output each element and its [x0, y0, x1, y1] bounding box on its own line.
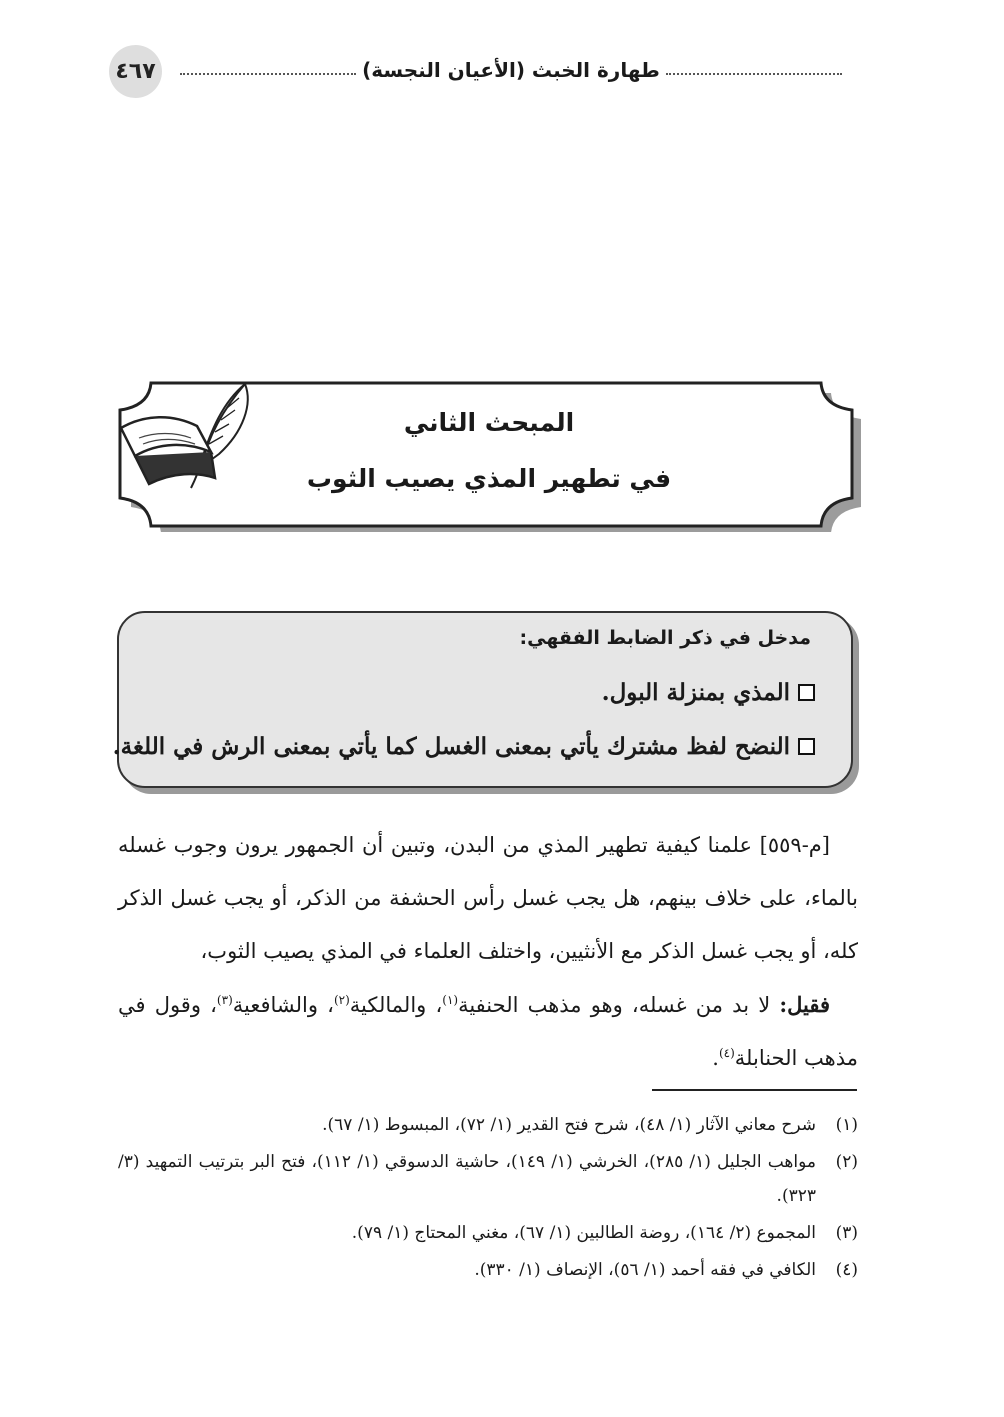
footnote-text: المجموع (٢/ ١٦٤)، روضة الطالبين (١/ ٦٧)، مغني المحتاج (١/ ٧٩).: [351, 1223, 816, 1243]
footnote-ref[interactable]: (١): [442, 993, 459, 1007]
paragraph-text: لا بد من غسله، وهو مذهب الحنفية: [458, 993, 780, 1017]
footnote-separator: [652, 1089, 857, 1091]
footnote: [118, 1145, 858, 1213]
footnote-text: مواهب الجليل (١/ ٢٨٥)، الخرشي (١/ ١٤٩)، حاشية الدسوقي (١/ ١١٢)، فتح البر بترتيب التمهيد (٣/ ٣٢٣).: [118, 1152, 816, 1206]
page-number: ٤٦٧: [109, 45, 162, 98]
body-paragraph: [م-٥٥٩] علمنا كيفية تطهير المذي من البدن، وتبين أن الجمهور يرون وجوب غسله بالماء، على خلاف بينهم، هل يجب غسل رأس الحشفة من الذكر، أو يجب غسل الذكر كله، أو يجب غسل الذكر مع الأنثيين، واختلف العلماء في المذي يصيب الثوب،: [118, 833, 858, 963]
footnote-number: (١): [835, 1115, 858, 1135]
footnote-number: (٤): [835, 1260, 858, 1280]
footnote-number: (٣): [835, 1223, 858, 1243]
footnote: [118, 1253, 858, 1287]
footnote-ref[interactable]: (٢): [333, 993, 350, 1007]
footnote-text: شرح معاني الآثار (١/ ٤٨)، شرح فتح القدير (١/ ٧٢)، المبسوط (١/ ٦٧).: [322, 1115, 816, 1135]
footnote-text: الكافي في فقه أحمد (١/ ٥٦)، الإنصاف (١/ ٣٣٠).: [474, 1260, 816, 1280]
paragraph-text: ، وقول في مذهب الحنابلة: [118, 993, 858, 1070]
footnotes: [118, 1108, 858, 1290]
body-paragraph: [118, 978, 858, 1085]
paragraph-text: .: [712, 1046, 719, 1070]
footnote: [118, 1216, 858, 1250]
running-title: طهارة الخبث (الأعيان النجسة): [362, 58, 660, 82]
chapter-subtitle: في تطهير المذي يصيب الثوب: [306, 464, 672, 493]
chapter-frame: [115, 380, 863, 532]
paragraph-text: ، والشافعية: [232, 993, 334, 1017]
rule-box: [112, 611, 853, 788]
paragraph-lead: فقيل:: [779, 992, 830, 1017]
rule-item: [602, 679, 815, 706]
rule-item-text: المذي بمنزلة البول.: [601, 679, 790, 706]
paragraph-text: ، والمالكية: [349, 993, 443, 1017]
footnote-number: (٢): [835, 1152, 858, 1172]
header-dots-left: [180, 73, 356, 75]
footnote-ref[interactable]: (٤): [718, 1046, 735, 1060]
checkbox-icon: [798, 738, 815, 755]
footnote: [118, 1108, 858, 1142]
rule-item: [113, 733, 815, 760]
running-header: [180, 58, 842, 82]
rule-item-text: النضح لفظ مشترك يأتي بمعنى الغسل كما يأتي بمعنى الرش في اللغة.: [112, 733, 790, 760]
rule-heading: مدخل في ذكر الضابط الفقهي:: [519, 627, 811, 649]
header-dots-right: [666, 73, 842, 75]
chapter-title: المبحث الثاني: [403, 408, 575, 437]
footnote-ref[interactable]: (٣): [216, 993, 233, 1007]
checkbox-icon: [798, 684, 815, 701]
